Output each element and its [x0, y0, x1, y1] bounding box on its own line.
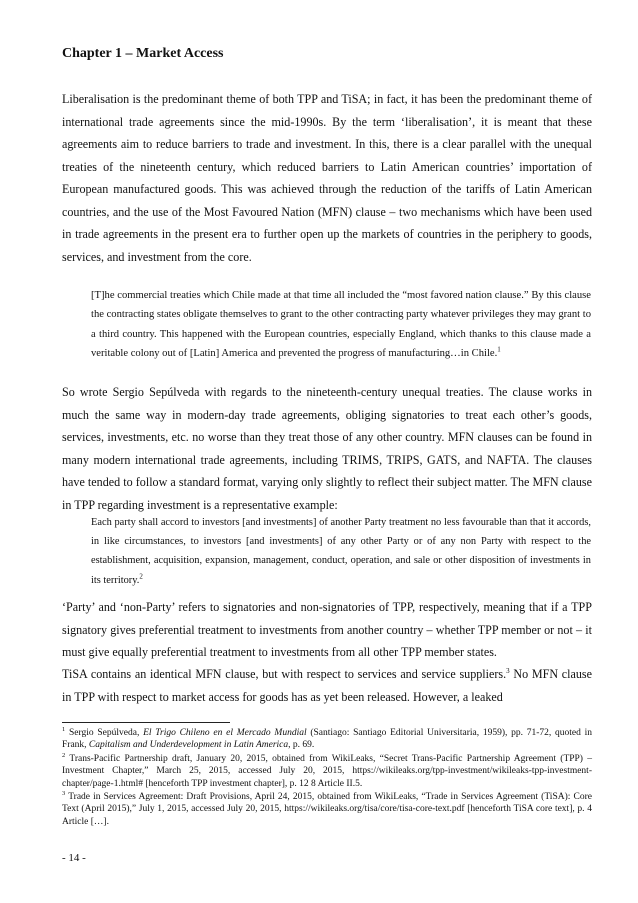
footnote-divider — [62, 722, 230, 723]
footnote-1-book-title: El Trigo Chileno en el Mercado Mundial — [143, 728, 307, 738]
footnote-1-text-b: (Santiago: Santiago Editorial Universitaria, 1959), pp. 71-72, quoted in Frank, — [62, 728, 592, 751]
paragraph-liberalisation: Liberalisation is the predominant theme of both TPP and TiSA; in fact, it has been the predominant theme of international trade agreements since the mid-1990s. By the term ‘liberalisation’, it is meant that these agreements aim to reduce barriers to trade and investment. In this, there is a clear parallel with the unequal treaties of the nineteenth century, which reduced barriers to Latin American countries’ importation of European manufactured goods. This was achieved through the reduction of the tariffs of Latin American countries, and the use of the Most Favoured Nation (MFN) clause – two mechanisms which have been used in trade agreements in the present era to further open up the markets of countries in the periphery to goods, services, and investment from the core. — [62, 92, 592, 264]
blockquote-sepulveda-text: [T]he commercial treaties which Chile made at that time all included the “most favored nation clause.” By this clause the contracting states obligate themselves to grant to the other contracting party whatever privileges they may grant to a third country. This happened with the European countries, especially England, which thanks to this clause made a veritable colony out of [Latin] America and prevented the progress of manufacturing…in Chile. — [91, 290, 591, 360]
footnote-ref-3[interactable]: 3 — [506, 666, 510, 675]
footnote-3-text: Trade in Services Agreement: Draft Provisions, April 24, 2015, obtained from WikiLeaks, “Trade in Services Agreement (TiSA): Core Text (April 2015),” July 1, 2015, accessed July 20, 2015, https://wikileaks.org/tisa/core/tisa-core-text.pdf [henceforth TiSA core text], p. 4 Article […]. — [62, 792, 592, 827]
paragraph-tisa-mfn — [62, 663, 592, 708]
footnote-1-text-a: Sergio Sepúlveda, — [65, 728, 144, 738]
footnote-1-book-title-2: Capitalism and Underdevelopment in Latin America — [88, 740, 289, 751]
blockquote-tpp-mfn — [91, 513, 591, 590]
footnote-1 — [62, 727, 592, 752]
paragraph-tisa-mfn-text-a: TiSA contains an identical MFN clause, but with respect to services and service suppliers. — [62, 667, 507, 681]
blockquote-sepulveda — [91, 286, 591, 364]
page-number: - 14 - — [62, 852, 86, 864]
footnote-2 — [62, 753, 592, 790]
blockquote-tpp-mfn-text: Each party shall accord to investors [and investments] of another Party treatment no less favourable than that it accords, in like circumstances, to investors [and investments] of any other Party or of any non Party with respect to the establishment, acquisition, expansion, management, conduct, operation, and sale or other disposition of investments in its territory. — [91, 517, 591, 586]
paragraph-sepulveda-mfn: So wrote Sergio Sepúlveda with regards to the nineteenth-century unequal treaties. The clause works in much the same way in modern-day trade agreements, obliging signatories to treat each other’s goods, services, investments, etc. no worse than they treat those of any other country. MFN clauses can be found in many modern international trade agreements, including TRIMS, TRIPS, GATS, and NAFTA. The clauses have tended to follow a standard format, varying only slightly to reflect their subject matter. The MFN clause in TPP regarding investment is a representative example: — [62, 385, 592, 512]
footnote-3 — [62, 791, 592, 828]
footnote-ref-2[interactable]: 2 — [139, 572, 143, 581]
footnotes-section — [62, 727, 592, 829]
chapter-heading: Chapter 1 – Market Access — [62, 46, 224, 61]
footnote-1-number: 1 — [62, 725, 66, 733]
footnote-3-number: 3 — [62, 789, 66, 797]
footnote-2-text: Trans-Pacific Partnership draft, January 20, 2015, obtained from WikiLeaks, “Secret Trans-Pacific Partnership Agreement (TPP) – Investment Chapter,” March 25, 2015, accessed July 20, 2015, https://wikileaks.org/tpp-investment/wikileaks-tpp-investment-chapter/page-1.html# [henceforth TPP investment chapter], p. 12 8 Article II.5. — [62, 753, 592, 789]
footnote-ref-1[interactable]: 1 — [497, 345, 501, 354]
footnote-1-text-c: , p. 69. — [288, 740, 315, 751]
paragraph-tisa-mfn-text-b: No MFN clause in TPP with respect to market access for goods has as yet been released. However, a leaked — [62, 667, 593, 704]
paragraph-party-definition: ‘Party’ and ‘non-Party’ refers to signatories and non-signatories of TPP, respectively, meaning that if a TPP signatory gives preferential treatment to investments from another country – whether TPP member or not – it must give equally preferential treatment to investments from all other TPP member states. — [62, 600, 592, 659]
footnote-2-number: 2 — [62, 751, 66, 759]
